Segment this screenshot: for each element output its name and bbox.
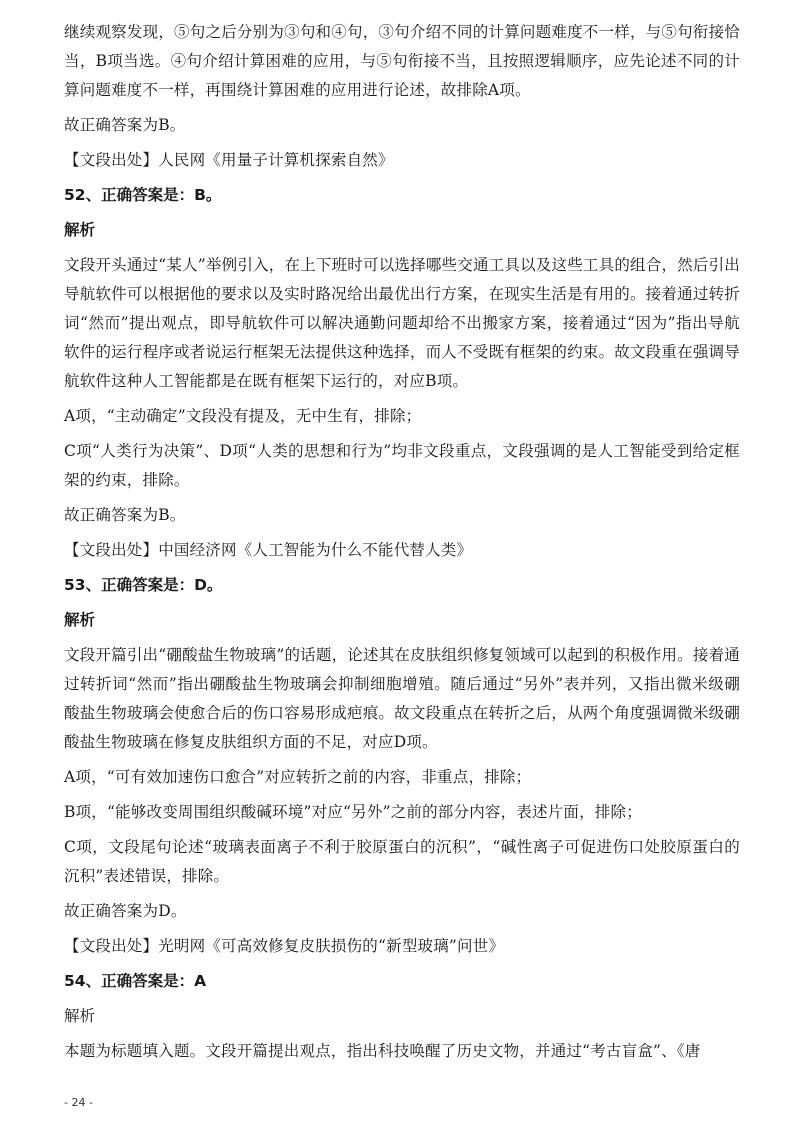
question-53-analysis-heading: 解析: [64, 611, 96, 629]
answer-conclusion-51: 故正确答案为B。: [64, 116, 186, 134]
question-54-analysis-heading: 解析: [64, 1007, 96, 1025]
paragraph-analysis-52: 文段开头通过“某人”举例引入，在上下班时可以选择哪些交通工具以及这些工具的组合，然后引出导航软件可以根据他的要求以及实时路况给出最优出行方案，在现实生活是有用的。接着通过转折词“然而”提出观点，即导航软件可以解决通勤问题却给不出搬家方案，接着通过“因为”指出导航软件的运行程序或者说运行框架无法提供这种选择，而人不受既有框架的约束。故文段重在强调导航软件这种人工智能都是在既有框架下运行的，对应B项。: [64, 256, 740, 390]
question-52-answer-heading: 52、正确答案是：B。: [64, 186, 222, 204]
option-a-analysis-52: A项，“主动确定”文段没有提及，无中生有，排除；: [64, 407, 422, 425]
option-cd-analysis-52: C项“人类行为决策”、D项“人类的思想和行为”均非文段重点，文段强调的是人工智能受到给定框架的约束，排除。: [64, 442, 740, 489]
source-53: 【文段出处】光明网《可高效修复皮肤损伤的“新型玻璃”问世》: [64, 937, 505, 955]
option-c-analysis-53: C项，文段尾句论述“玻璃表面离子不利于胶原蛋白的沉积”，“碱性离子可促进伤口处胶原蛋白的沉积”表述错误，排除。: [64, 838, 740, 885]
document-page: [64, 18, 740, 1072]
paragraph-analysis-51-cont: 继续观察发现，⑤句之后分别为③句和④句，③句介绍不同的计算问题难度不一样，与⑤句衔接恰当，B项当选。④句介绍计算困难的应用，与⑤句衔接不当，且按照逻辑顺序，应先论述不同的计算问题难度不一样，再围绕计算困难的应用进行论述，故排除A项。: [64, 23, 740, 99]
question-53-answer-heading: 53、正确答案是：D。: [64, 576, 223, 594]
option-a-analysis-53: A项，“可有效加速伤口愈合”对应转折之前的内容，非重点，排除；: [64, 768, 532, 786]
question-52-analysis-heading: 解析: [64, 221, 96, 239]
source-52: 【文段出处】中国经济网《人工智能为什么不能代替人类》: [64, 541, 473, 559]
question-54-answer-heading: 54、正确答案是：A: [64, 972, 207, 990]
option-b-analysis-53: B项，“能够改变周围组织酸碱环境”对应“另外”之前的部分内容，表述片面，排除；: [64, 803, 642, 821]
paragraph-analysis-54: 本题为标题填入题。文段开篇提出观点，指出科技唤醒了历史文物，并通过“考古盲盒”、《唐: [64, 1042, 701, 1060]
page-number: - 24 -: [64, 1096, 93, 1109]
answer-conclusion-52: 故正确答案为B。: [64, 506, 186, 524]
source-51: 【文段出处】人民网《用量子计算机探索自然》: [64, 151, 394, 169]
answer-conclusion-53: 故正确答案为D。: [64, 902, 187, 920]
paragraph-analysis-53: 文段开篇引出“硼酸盐生物玻璃”的话题，论述其在皮肤组织修复领域可以起到的积极作用。接着通过转折词“然而”指出硼酸盐生物玻璃会抑制细胞增殖。随后通过“另外”表并列，又指出微米级硼酸盐生物玻璃会使愈合后的伤口容易形成疤痕。故文段重点在转折之后，从两个角度强调微米级硼酸盐生物玻璃在修复皮肤组织方面的不足，对应D项。: [64, 646, 740, 751]
